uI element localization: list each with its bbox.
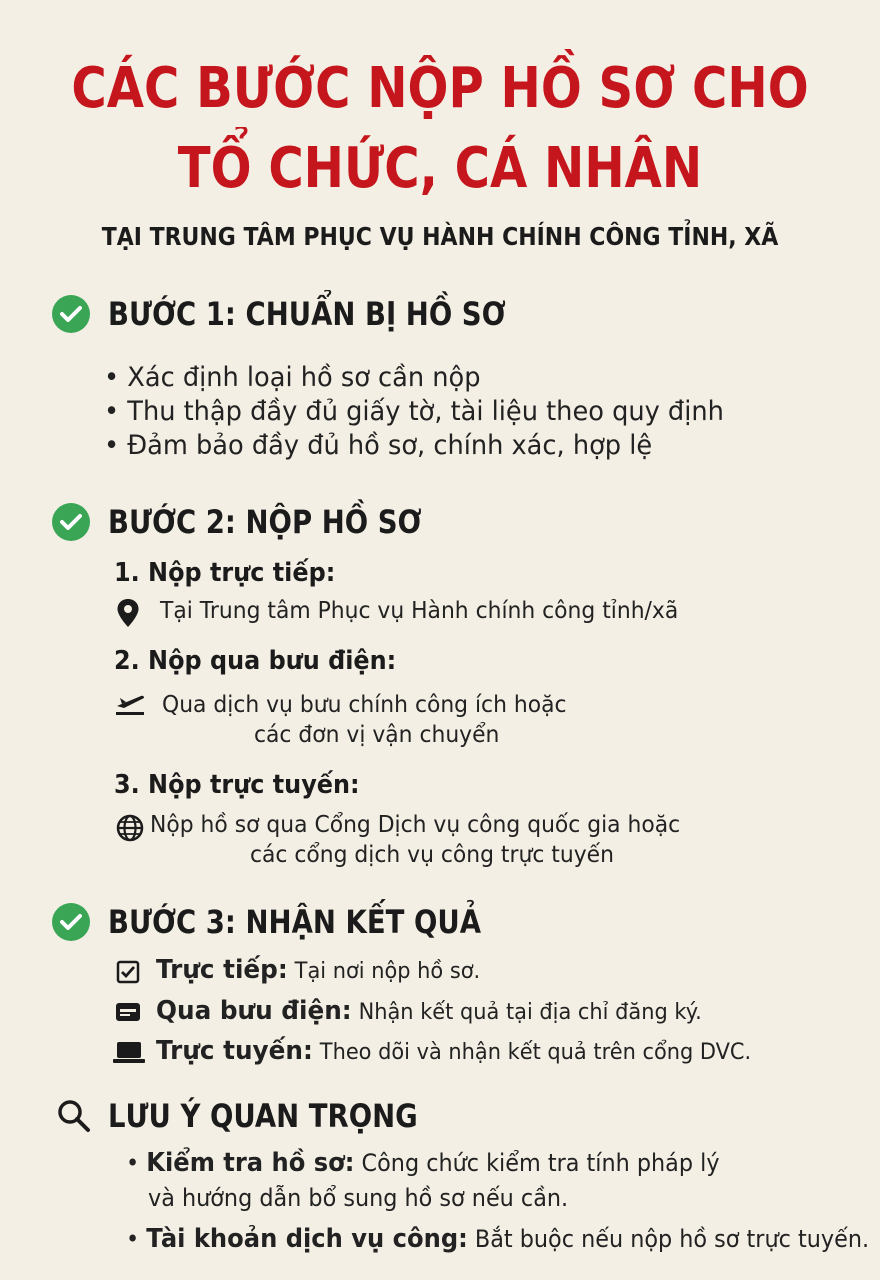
- result-row: [156, 996, 702, 1026]
- note-item: [126, 1148, 720, 1178]
- airplane-icon: [114, 692, 146, 720]
- result-value: Tại nơi nộp hồ sơ.: [294, 959, 481, 984]
- main-title-line2: TỔ CHỨC, CÁ NHÂN: [177, 136, 703, 201]
- magnifier-icon: [56, 1098, 92, 1134]
- note-text: Công chức kiểm tra tính pháp lý: [361, 1149, 720, 1177]
- result-value: Theo dõi và nhận kết quả trên cổng DVC.: [319, 1040, 752, 1065]
- result-label: Trực tiếp:: [156, 955, 288, 985]
- result-label: Qua bưu điện:: [156, 996, 352, 1026]
- step3-header: [52, 900, 542, 944]
- method-detail: Nộp hồ sơ qua Cổng Dịch vụ công quốc gia hoặc: [150, 812, 681, 838]
- step1-item: • Xác định loại hồ sơ cần nộp: [104, 362, 481, 393]
- step1-header: [52, 292, 570, 336]
- step2-header: [52, 500, 473, 544]
- method-heading: 3. Nộp trực tuyến:: [114, 770, 360, 800]
- mailbox-icon: [114, 1000, 142, 1028]
- note-item: [126, 1224, 869, 1254]
- globe-icon: [116, 814, 144, 846]
- step1-item: • Thu thập đầy đủ giấy tờ, tài liệu theo quy định: [104, 396, 724, 427]
- note-text-cont: và hướng dẫn bổ sung hồ sơ nếu cần.: [148, 1184, 569, 1212]
- result-label: Trực tuyến:: [156, 1036, 313, 1066]
- notes-header: [56, 1094, 468, 1138]
- step1-title: BƯỚC 1: CHUẨN BỊ HỒ SƠ: [108, 295, 506, 333]
- note-label: Tài khoản dịch vụ công:: [146, 1224, 468, 1254]
- step3-title: BƯỚC 3: NHẬN KẾT QUẢ: [108, 903, 482, 941]
- method-detail-cont: các đơn vị vận chuyển: [254, 722, 500, 748]
- result-value: Nhận kết quả tại địa chỉ đăng ký.: [358, 1000, 702, 1025]
- note-text: Bắt buộc nếu nộp hồ sơ trực tuyến.: [474, 1225, 870, 1253]
- laptop-icon: [112, 1040, 146, 1068]
- method-heading: 1. Nộp trực tiếp:: [114, 558, 336, 588]
- method-heading: 2. Nộp qua bưu điện:: [114, 646, 397, 676]
- notes-title: LƯU Ý QUAN TRỌNG: [108, 1097, 418, 1135]
- check-circle-icon: [52, 903, 90, 941]
- result-row: [156, 1036, 751, 1066]
- checkbox-icon: [116, 960, 140, 988]
- method-detail: Qua dịch vụ bưu chính công ích hoặc: [162, 692, 567, 718]
- step1-item: • Đảm bảo đầy đủ hồ sơ, chính xác, hợp lệ: [104, 430, 653, 461]
- check-circle-icon: [52, 295, 90, 333]
- method-detail: Tại Trung tâm Phục vụ Hành chính công tỉnh/xã: [160, 598, 679, 624]
- step2-title: BƯỚC 2: NỘP HỒ SƠ: [108, 503, 422, 541]
- bullet-dot-icon: •: [126, 1225, 147, 1253]
- result-row: [156, 955, 480, 985]
- method-detail-cont: các cổng dịch vụ công trực tuyến: [250, 842, 614, 868]
- check-circle-icon: [52, 503, 90, 541]
- location-pin-icon: [116, 598, 140, 632]
- main-title-line1: CÁC BƯỚC NỘP HỒ SƠ CHO: [71, 56, 809, 121]
- note-label: Kiểm tra hồ sơ:: [146, 1148, 355, 1178]
- subtitle: TẠI TRUNG TÂM PHỤC VỤ HÀNH CHÍNH CÔNG TỈNH, XÃ: [101, 222, 779, 251]
- bullet-dot-icon: •: [126, 1149, 147, 1177]
